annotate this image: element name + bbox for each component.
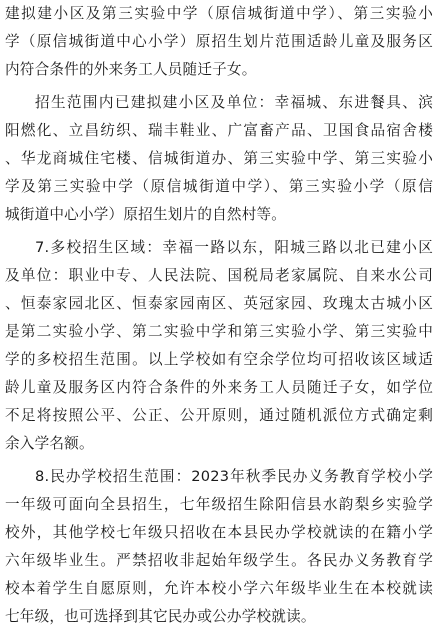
text-line: 学（原信城街道中心小学）原招生划片范围适龄儿童及服务区 <box>5 33 433 50</box>
text-line: 龄儿童及服务区内符合条件的外来务工人员随迁子女，如学位 <box>5 379 433 396</box>
paragraph-multi-school-area <box>5 234 433 458</box>
text-line: 8.民办学校招生范围：2023年秋季民办义务教育学校小学 <box>35 468 433 485</box>
document-page <box>5 0 433 636</box>
text-line: 招生范围内已建拟建小区及单位：幸福城、东进餐具、滨 <box>35 94 433 111</box>
text-line: 六年级毕业生。严禁招收非起始年级学生。各民办义务教育学 <box>5 552 433 569</box>
text-line: 是第二实验小学、第二实验中学和第三实验小学、第三实验中 <box>5 323 433 340</box>
text-line: 余入学名额。 <box>5 435 94 452</box>
paragraph-enrollment-units <box>5 89 433 229</box>
text-line: 、华龙商城住宅楼、信城街道办、第三实验中学、第三实验小 <box>5 150 433 167</box>
paragraph-district-continuation <box>5 0 433 84</box>
text-line: 城街道中心小学）原招生划片的自然村等。 <box>5 206 287 223</box>
text-line: 不足将按照公平、公正、公开原则，通过随机派位方式确定剩 <box>5 407 433 424</box>
text-line: 阳燃化、立昌纺织、瑞丰鞋业、广富畜产品、卫国食品宿舍楼 <box>5 122 433 139</box>
text-line: 建拟建小区及第三实验中学（原信城街道中学）、第三实验小 <box>5 5 433 22</box>
text-line: 校本着学生自愿原则，允许本校小学六年级毕业生在本校就读 <box>5 580 433 597</box>
text-line: 内符合条件的外来务工人员随迁子女。 <box>5 61 257 78</box>
text-line: 学及第三实验中学（原信城街道中学）、第三实验小学（原信 <box>5 178 433 195</box>
text-line: 、恒泰家园北区、恒泰家园南区、英冠家园、玫瑰太古城小区 <box>5 295 433 312</box>
text-line: 七年级，也可选择到其它民办或公办学校就读。 <box>5 608 316 625</box>
paragraph-private-school-range <box>5 463 433 631</box>
text-line: 学的多校招生范围。以上学校如有空余学位均可招收该区域适 <box>5 351 433 368</box>
text-line: 7.多校招生区域：幸福一路以东，阳城三路以北已建小区 <box>35 239 433 256</box>
text-line: 校外，其他学校七年级只招收在本县民办学校就读的在籍小学 <box>5 524 433 541</box>
text-line: 及单位：职业中专、人民法院、国税局老家属院、自来水公司 <box>5 267 433 284</box>
text-line: 一年级可面向全县招生，七年级招生除阳信县水韵梨乡实验学 <box>5 496 433 513</box>
